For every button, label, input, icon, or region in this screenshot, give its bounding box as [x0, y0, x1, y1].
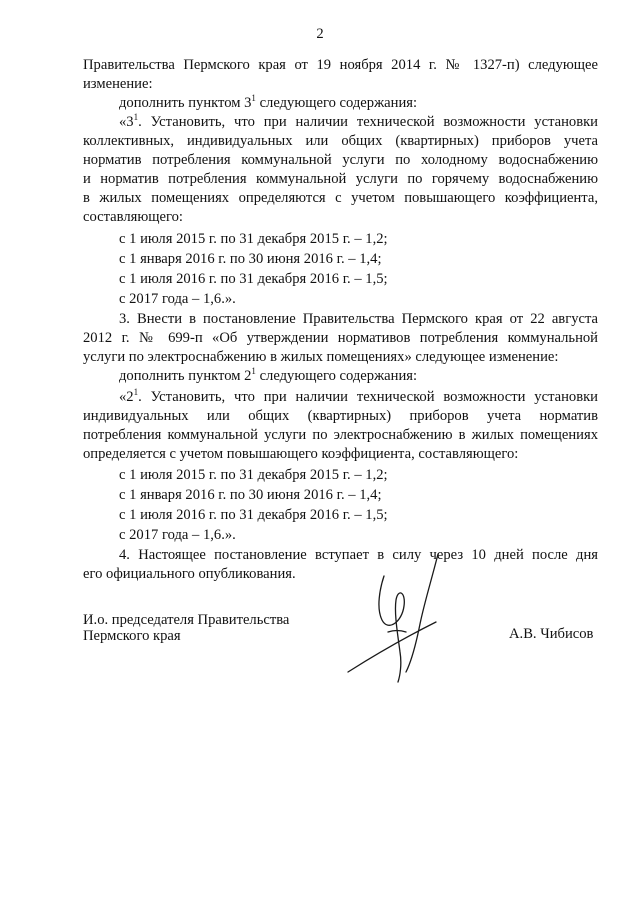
- text-line: и норматив потребления коммунальной услуги по горячему водоснабжению: [83, 171, 598, 187]
- text-line: изменение:: [83, 76, 153, 92]
- text-line: норматив потребления коммунальной услуги по холодному водоснабжению: [83, 152, 598, 168]
- paragraph-intro-line: [119, 367, 417, 385]
- paragraph-first-line: [119, 113, 598, 131]
- superscript: 1: [133, 112, 139, 122]
- signatory-title: И.о. председателя Правительства: [83, 612, 290, 628]
- superscript: 1: [251, 93, 256, 103]
- text-line: услуги по электроснабжению в жилых помещениях» следующее изменение:: [83, 349, 559, 365]
- list-item: с 1 июля 2015 г. по 31 декабря 2015 г. – 1,2;: [119, 231, 388, 247]
- text-segment: следующего содержания:: [255, 95, 418, 111]
- list-item: с 2017 года – 1,6.».: [119, 291, 236, 307]
- signatory-region: Пермского края: [83, 628, 181, 644]
- superscript: 1: [251, 366, 256, 376]
- text-line: определяется с учетом повышающего коэффициента, составляющего:: [83, 446, 519, 462]
- list-item: с 1 января 2016 г. по 30 июня 2016 г. – 1,4;: [119, 251, 382, 267]
- paragraph-intro-line: [119, 94, 417, 112]
- list-item: с 2017 года – 1,6.».: [119, 527, 236, 543]
- text-line: потребления коммунальной услуги по электроснабжению в жилых помещениях: [83, 427, 598, 443]
- text-segment: дополнить пунктом 3: [119, 95, 252, 111]
- text-segment: дополнить пунктом 2: [119, 368, 252, 384]
- text-segment: . Установить, что при наличии технической возможности установки: [138, 114, 598, 130]
- superscript: 1: [133, 387, 139, 397]
- paragraph-first-line: 3. Внести в постановление Правительства Пермского края от 22 августа: [119, 311, 598, 327]
- text-segment: . Установить, что при наличии технической возможности установки: [138, 389, 598, 405]
- text-segment: «3: [119, 114, 134, 130]
- handwritten-signature: [340, 548, 450, 688]
- text-line: коллективных, индивидуальных или общих (квартирных) приборов учета: [83, 133, 598, 149]
- list-item: с 1 января 2016 г. по 30 июня 2016 г. – 1,4;: [119, 487, 382, 503]
- paragraph-first-line: [119, 388, 598, 406]
- text-segment: «2: [119, 389, 134, 405]
- list-item: с 1 июля 2016 г. по 31 декабря 2016 г. – 1,5;: [119, 271, 388, 287]
- text-line: 2012 г. № 699-п «Об утверждении нормативов потребления коммунальной: [83, 330, 598, 346]
- text-line: индивидуальных или общих (квартирных) приборов учета норматив: [83, 408, 598, 424]
- text-line: Правительства Пермского края от 19 ноября 2014 г. № 1327-п) следующее: [83, 57, 598, 73]
- text-line: в жилых помещениях определяются с учетом повышающего коэффициента,: [83, 190, 598, 206]
- page-number: 2: [316, 26, 324, 42]
- list-item: с 1 июля 2016 г. по 31 декабря 2016 г. – 1,5;: [119, 507, 388, 523]
- text-segment: следующего содержания:: [255, 368, 418, 384]
- text-line: его официального опубликования.: [83, 566, 296, 582]
- list-item: с 1 июля 2015 г. по 31 декабря 2015 г. – 1,2;: [119, 467, 388, 483]
- paragraph-first-line: 4. Настоящее постановление вступает в силу через 10 дней после дня: [119, 547, 598, 563]
- text-line: составляющего:: [83, 209, 183, 225]
- signatory-name: А.В. Чибисов: [509, 626, 594, 642]
